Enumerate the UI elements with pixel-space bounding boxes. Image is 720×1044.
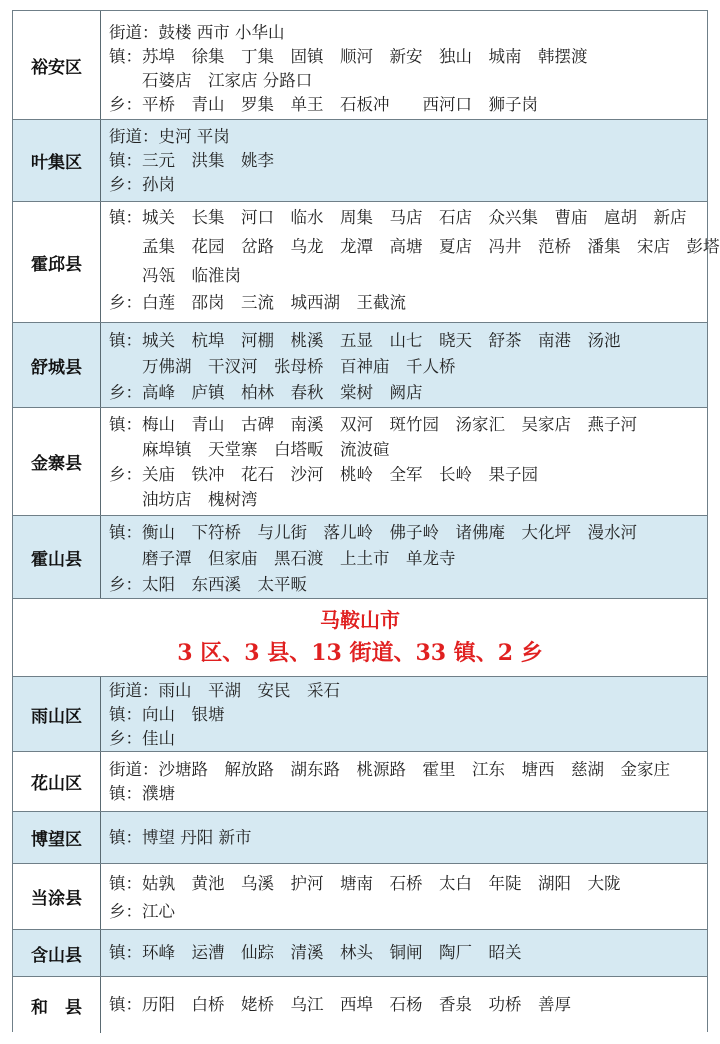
county-row-hanshan bbox=[13, 930, 707, 977]
district-row-bowang bbox=[13, 812, 707, 864]
division-line: 万佛湖 干汊河 张母桥 百神庙 千人桥 bbox=[109, 357, 456, 376]
division-table bbox=[12, 10, 720, 1032]
division-line: 镇：梅山 青山 古碑 南溪 双河 斑竹园 汤家汇 吴家店 燕子河 bbox=[109, 415, 637, 434]
division-line: 镇：城关 杭埠 河棚 桃溪 五显 山七 晓天 舒茶 南港 汤池 bbox=[109, 331, 621, 350]
district-row-yuan bbox=[13, 11, 707, 120]
division-line: 镇：博望 丹阳 新市 bbox=[109, 828, 252, 847]
district-name: 舒城县 bbox=[13, 323, 101, 407]
district-content bbox=[109, 869, 701, 925]
division-line: 街道：史河 平岗 bbox=[109, 127, 230, 146]
county-row-hexian bbox=[13, 977, 707, 1033]
district-name: 和 县 bbox=[13, 977, 101, 1033]
district-content bbox=[109, 327, 701, 406]
division-line: 乡：高峰 庐镇 柏林 春秋 棠树 阙店 bbox=[109, 383, 423, 402]
district-content bbox=[109, 758, 701, 806]
division-line: 孟集 花园 岔路 乌龙 龙潭 高塘 夏店 冯井 范桥 潘集 宋店 彭塔 bbox=[109, 237, 720, 256]
district-name: 含山县 bbox=[13, 930, 101, 976]
district-row-yeji bbox=[13, 120, 707, 202]
division-line: 街道：雨山 平湖 安民 采石 bbox=[109, 681, 340, 700]
division-line: 磨子潭 但家庙 黑石渡 上土市 单龙寺 bbox=[109, 549, 456, 568]
district-name: 花山区 bbox=[13, 752, 101, 811]
county-row-jinzhai bbox=[13, 408, 707, 516]
division-line: 麻埠镇 天堂寨 白塔畈 流波碹 bbox=[109, 440, 390, 459]
city-header bbox=[13, 599, 707, 677]
district-name: 当涂县 bbox=[13, 864, 101, 929]
district-name: 博望区 bbox=[13, 812, 101, 863]
division-line: 街道：鼓楼 西市 小华山 bbox=[109, 23, 285, 42]
division-line: 乡：佳山 bbox=[109, 729, 175, 748]
division-line: 镇：姑孰 黄池 乌溪 护河 塘南 石桥 太白 年陡 湖阳 大陇 bbox=[109, 874, 621, 893]
district-content bbox=[109, 21, 701, 117]
city-title: 马鞍山市 bbox=[320, 608, 400, 632]
district-name: 金寨县 bbox=[13, 408, 101, 515]
city-summary: 3 区、3 县、13 街道、33 镇、2 乡 bbox=[177, 640, 543, 666]
district-content bbox=[109, 412, 701, 512]
district-row-huashan bbox=[13, 752, 707, 812]
district-content bbox=[109, 520, 701, 598]
division-line: 乡：江心 bbox=[109, 902, 175, 921]
district-content bbox=[109, 826, 701, 850]
district-name: 霍邱县 bbox=[13, 202, 101, 322]
division-line: 镇：三元 洪集 姚李 bbox=[109, 151, 274, 170]
division-line: 街道：沙塘路 解放路 湖东路 桃源路 霍里 江东 塘西 慈湖 金家庄 bbox=[109, 760, 670, 779]
division-line: 乡：关庙 铁冲 花石 沙河 桃岭 全军 长岭 果子园 bbox=[109, 465, 538, 484]
district-content bbox=[109, 125, 701, 197]
county-row-huoshan bbox=[13, 516, 707, 599]
division-line: 镇：历阳 白桥 姥桥 乌江 西埠 石杨 香泉 功桥 善厚 bbox=[109, 995, 571, 1014]
division-line: 镇：濮塘 bbox=[109, 784, 175, 803]
division-line: 冯瓴 临淮岗 bbox=[109, 266, 241, 285]
district-content bbox=[109, 941, 701, 965]
district-name: 叶集区 bbox=[13, 120, 101, 201]
division-line: 乡：孙岗 bbox=[109, 175, 175, 194]
district-name: 雨山区 bbox=[13, 677, 101, 751]
division-line: 镇：向山 银塘 bbox=[109, 705, 225, 724]
county-row-shucheng bbox=[13, 323, 707, 408]
division-line: 镇：苏埠 徐集 丁集 固镇 顺河 新安 独山 城南 韩摆渡 bbox=[109, 47, 588, 66]
division-line: 镇：城关 长集 河口 临水 周集 马店 石店 众兴集 曹庙 扈胡 新店 bbox=[109, 208, 687, 227]
division-line: 石婆店 江家店 分路口 bbox=[109, 71, 313, 90]
district-content bbox=[109, 204, 720, 316]
division-line: 乡：白莲 邵岗 三流 城西湖 王截流 bbox=[109, 293, 406, 312]
division-line: 乡：太阳 东西溪 太平畈 bbox=[109, 575, 307, 594]
county-row-huoqiu bbox=[13, 202, 720, 323]
district-name: 裕安区 bbox=[13, 11, 101, 119]
division-line: 乡：平桥 青山 罗集 单王 石板冲 西河口 狮子岗 bbox=[109, 95, 538, 114]
district-name: 霍山县 bbox=[13, 516, 101, 598]
division-line: 油坊店 槐树湾 bbox=[109, 490, 258, 509]
division-line: 镇：环峰 运漕 仙踪 清溪 林头 铜闸 陶厂 昭关 bbox=[109, 943, 522, 962]
county-row-dangtu bbox=[13, 864, 707, 930]
district-row-yushan bbox=[13, 677, 707, 752]
district-content bbox=[109, 679, 701, 751]
district-content bbox=[109, 993, 701, 1017]
division-line: 镇：衡山 下符桥 与儿街 落儿岭 佛子岭 诸佛庵 大化坪 漫水河 bbox=[109, 523, 637, 542]
